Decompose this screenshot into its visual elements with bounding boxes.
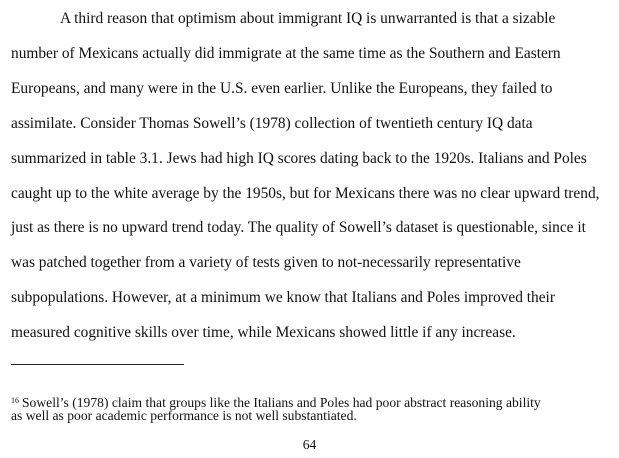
body-line-5: summarized in table 3.1. Jews had high IQ scores dating back to the 1920s. Italians and Poles xyxy=(11,150,587,167)
body-line-8: was patched together from a variety of tests given to not-necessarily representative xyxy=(11,254,521,271)
page-number: 64 xyxy=(302,437,317,452)
body-line-3: Europeans, and many were in the U.S. even earlier. Unlike the Europeans, they failed to xyxy=(11,80,553,97)
body-line-1: A third reason that optimism about immigrant IQ is unwarranted is that a sizable xyxy=(60,10,556,27)
body-line-2: number of Mexicans actually did immigrate at the same time as the Southern and Eastern xyxy=(11,45,561,62)
body-line-9: subpopulations. However, at a minimum we know that Italians and Poles improved their xyxy=(11,289,555,306)
body-line-4: assimilate. Consider Thomas Sowell’s (1978) collection of twentieth century IQ data xyxy=(11,115,533,132)
footnote-text-1: Sowell’s (1978) claim that groups like the Italians and Poles had poor abstract reasoning ability xyxy=(22,395,541,410)
footnote-line-2: as well as poor academic performance is not well substantiated. xyxy=(11,408,357,423)
body-line-10: measured cognitive skills over time, while Mexicans showed little if any increase. xyxy=(11,324,516,341)
footnote-divider xyxy=(11,364,184,365)
footnote-marker: 16 xyxy=(11,396,19,405)
body-line-6: caught up to the white average by the 1950s, but for Mexicans there was no clear upward trend, xyxy=(11,185,600,202)
body-line-7: just as there is no upward trend today. The quality of Sowell’s dataset is questionable, since it xyxy=(11,219,586,236)
